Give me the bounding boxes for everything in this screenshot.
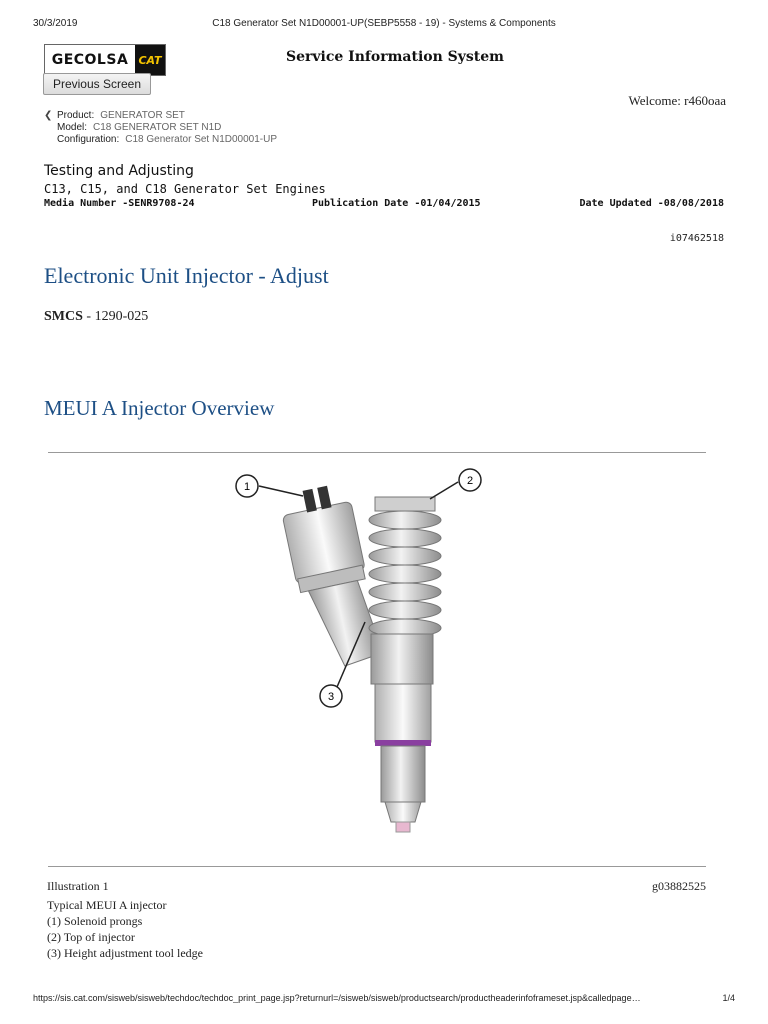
product-value: GENERATOR SET	[100, 110, 185, 121]
overview-heading: MEUI A Injector Overview	[44, 396, 275, 420]
svg-text:1: 1	[243, 481, 251, 493]
welcome-text: Welcome: r460oaa	[628, 93, 726, 108]
print-date: 30/3/2019	[33, 18, 78, 29]
divider-bottom	[48, 866, 706, 867]
section-heading: Testing and Adjusting	[44, 163, 194, 179]
caption-line: (3) Height adjustment tool ledge	[47, 946, 203, 960]
illustration-label: Illustration 1	[47, 879, 109, 893]
illustration-caption	[47, 897, 203, 961]
publication-date: Publication Date -01/04/2015	[312, 198, 481, 209]
system-title: Service Information System	[286, 49, 504, 65]
engines-subtitle: C13, C15, and C18 Generator Set Engines	[44, 182, 326, 196]
configuration-label: Configuration:	[57, 134, 120, 145]
product-label: Product:	[57, 110, 95, 121]
caption-line: Typical MEUI A injector	[47, 898, 167, 912]
gecolsa-cat-logo	[44, 44, 166, 76]
previous-screen-button[interactable]: Previous Screen	[43, 73, 151, 95]
print-footer-url: https://sis.cat.com/sisweb/sisweb/techdoc/techdoc_print_page.jsp?returnurl=/sisweb/sisweb/productsearch/productheaderinfoframeset.jsp&calledpage…	[33, 993, 641, 1003]
chevron-left-icon[interactable]: ❮	[44, 110, 53, 121]
caption-line: (1) Solenoid prongs	[47, 914, 143, 928]
callout-2	[430, 469, 481, 499]
callout-1	[236, 475, 303, 497]
svg-text:2: 2	[466, 475, 474, 487]
cat-logo-icon: CAT	[135, 45, 165, 75]
svg-text:3: 3	[327, 691, 335, 703]
smcs-label: SMCS	[44, 309, 83, 324]
date-updated: Date Updated -08/08/2018	[579, 198, 724, 209]
page-title: Electronic Unit Injector - Adjust	[44, 263, 329, 288]
smcs-value: - 1290-025	[82, 309, 149, 324]
configuration-value: C18 Generator Set N1D00001-UP	[125, 134, 278, 145]
spring	[369, 497, 441, 637]
media-number: Media Number -SENR9708-24	[44, 198, 195, 209]
divider-top	[48, 452, 706, 453]
smcs-code	[44, 309, 148, 325]
model-label: Model:	[57, 122, 88, 133]
solenoid-body	[278, 482, 384, 673]
caption-line: (2) Top of injector	[47, 930, 135, 944]
illustration-id: g03882525	[652, 879, 706, 893]
print-page-title: C18 Generator Set N1D00001-UP(SEBP5558 - 19) - Systems & Components	[212, 18, 556, 29]
meui-injector-illustration	[225, 462, 525, 842]
document-id: i07462518	[669, 233, 724, 244]
print-page-number: 1/4	[722, 993, 735, 1003]
logo-brand: GECOLSA	[51, 52, 129, 68]
model-value: C18 GENERATOR SET N1D	[93, 122, 222, 133]
product-info	[57, 110, 277, 146]
